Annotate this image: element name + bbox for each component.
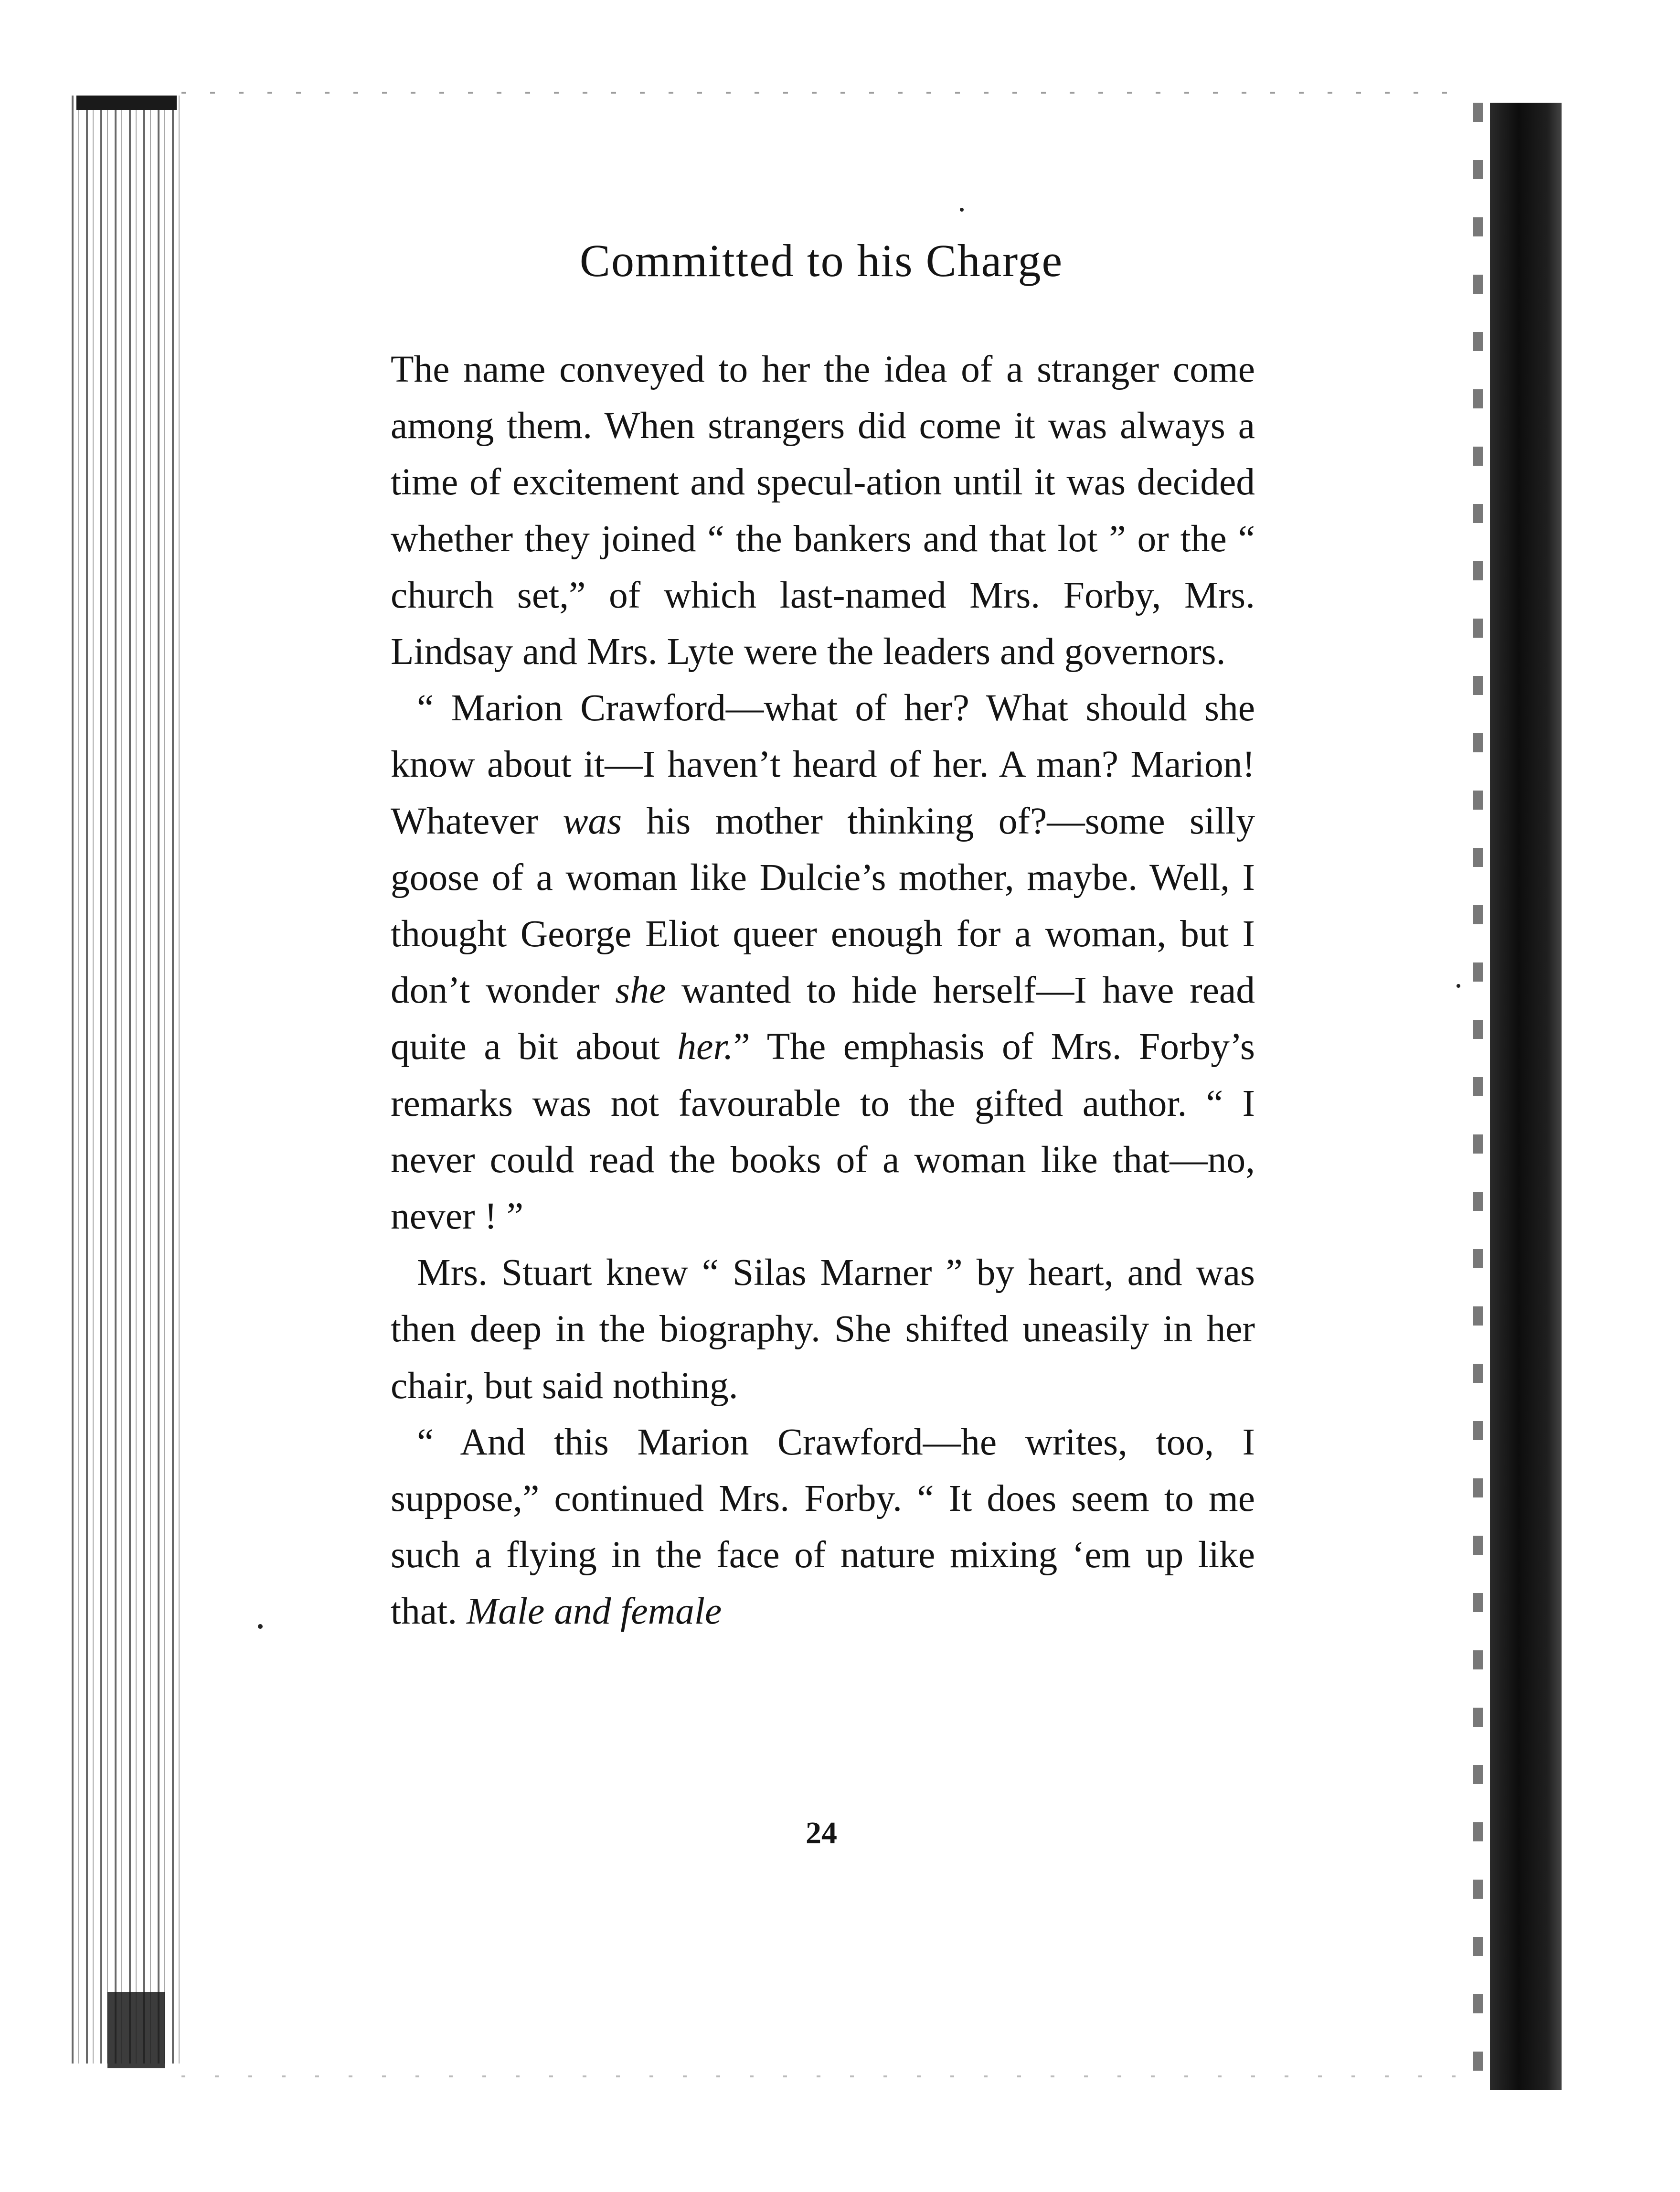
body-text: [391, 341, 1255, 1640]
scan-page-edge-right: [1490, 103, 1562, 2090]
scan-binding-edge-left-bottom: [107, 1992, 165, 2068]
running-head: Committed to his Charge: [579, 235, 1063, 286]
paragraph-4-text-1: “ And this Marion Crawford—he writes, too, I suppose,” continued Mrs. Forby. “ It does seem to me such a flying in the face of nature mixing ‘em up like that.: [391, 1421, 1255, 1633]
paragraph-2-text-3: wanted to hide herself—I have read quite a bit about: [391, 969, 1255, 1068]
scan-top-edge: [181, 92, 1471, 94]
scan-binding-edge-left: [72, 96, 186, 2064]
paragraph-2-italic-she: she: [615, 969, 666, 1012]
paragraph-4-italic-male-and-female: Male and female: [466, 1590, 722, 1633]
scan-bottom-edge: [181, 2075, 1471, 2077]
scan-page-edge-right-inner: [1473, 103, 1483, 2090]
paragraph-2-italic-was: was: [563, 800, 622, 842]
scan-speck: [960, 208, 964, 212]
page-number: 24: [806, 1816, 837, 1850]
scan-speck: [1457, 984, 1460, 988]
paragraph-2-italic-her: her.: [677, 1026, 734, 1068]
scan-binding-edge-left-top: [76, 96, 177, 110]
paragraph-2: [391, 680, 1255, 1244]
paragraph-2-text-2: his mother thinking of?—some silly goose of a woman like Dulcie’s mother, maybe. Well, I thought George Eliot queer enough for a woman, but I don’t wonder: [391, 800, 1255, 1012]
paragraph-4: [391, 1414, 1255, 1640]
scan-speck: [258, 1624, 263, 1629]
paragraph-3: Mrs. Stuart knew “ Silas Marner ” by heart, and was then deep in the biography. She shifted uneasily in her chair, but said nothing.: [391, 1251, 1255, 1407]
paragraph-1: The name conveyed to her the idea of a stranger come among them. When strangers did come it was always a time of excitement and specul-ation until it was decided whether they joined “ the bankers and that lot ” or the “ church set,” of which last-named Mrs. Forby, Mrs. Lindsay and Mrs. Lyte were the leaders and governors.: [391, 348, 1255, 673]
paragraph-2-text-4: ” The emphasis of Mrs. Forby’s remarks was not favourable to the gifted author. “ I never could read the books of a woman like that—no, never ! ”: [391, 1026, 1255, 1238]
paragraph-2-text-1: “ Marion Crawford—what of her? What should she know about it—I haven’t heard of her. A man? Marion! Whatever: [391, 687, 1255, 842]
